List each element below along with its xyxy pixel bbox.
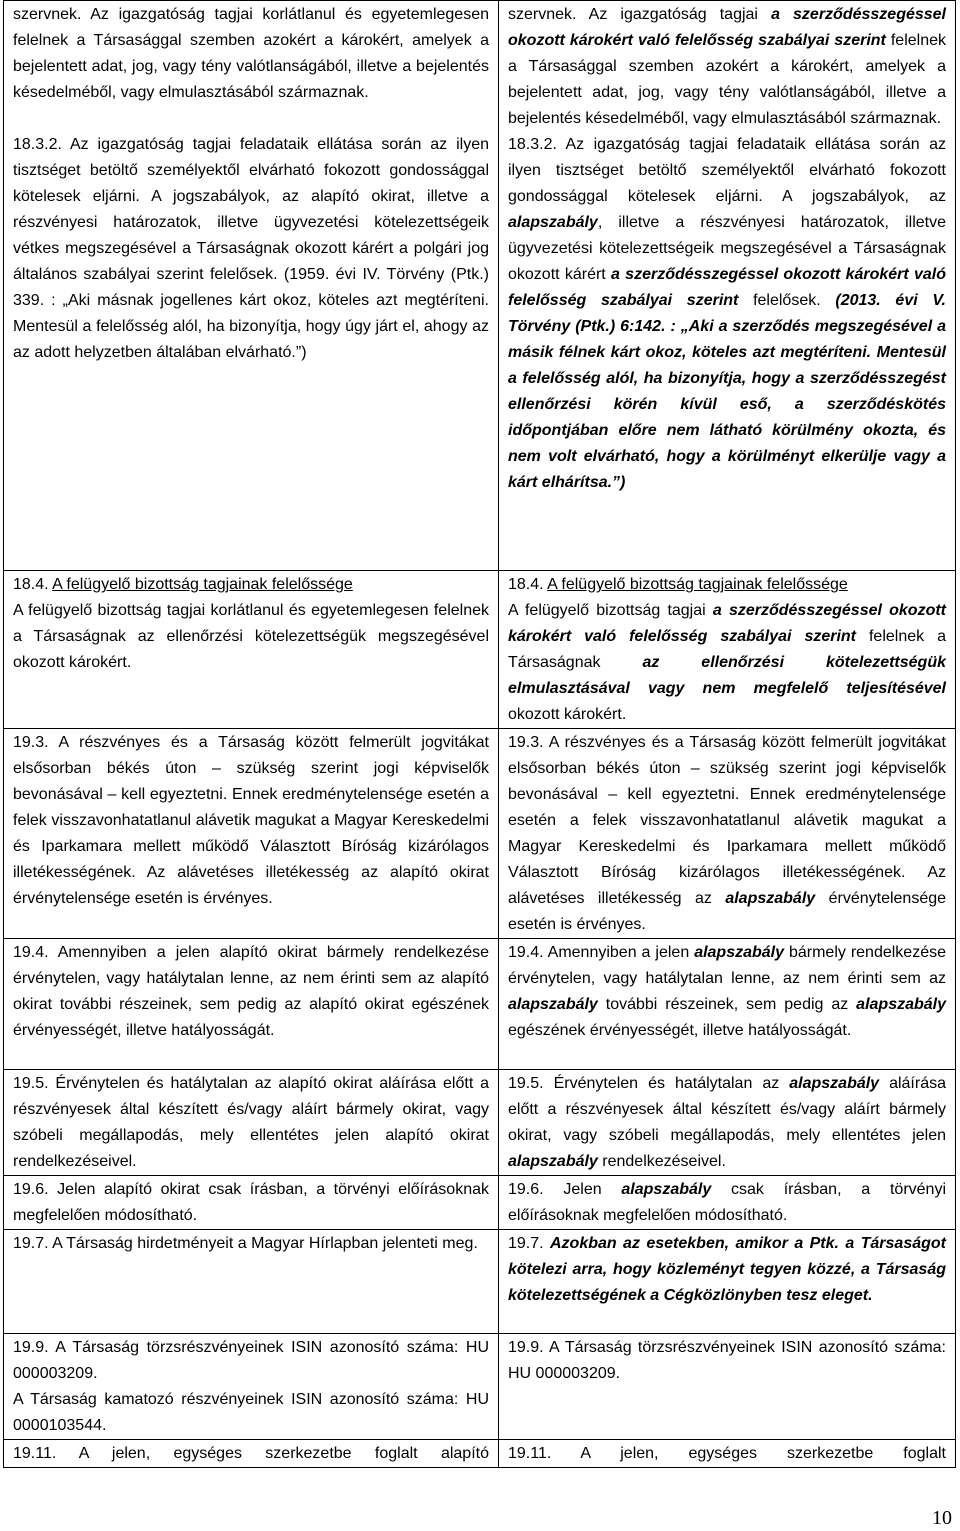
left-cell: [4, 1176, 499, 1230]
left-cell: [4, 571, 499, 729]
left-paragraph: szervnek. Az igazgatóság tagjai korlátlanul és egyetemlegesen felelnek a Társasággal szemben azokért a károkért, amelyek a bejelentett adat, jog, vagy tény valótlanságából, illetve a bejelentés késedelméből, vagy elmulasztásából származnak.: [13, 6, 489, 101]
section-heading: 18.4. A felügyelő bizottság tagjainak felelőssége: [508, 576, 848, 593]
right-cell: [499, 1230, 956, 1334]
table-row: [4, 729, 956, 939]
left-cell: [4, 729, 499, 939]
right-paragraph: 19.3. A részvényes és a Társaság között felmerült jogvitákat elsősorban békés úton – szükség szerint jogi képviselők bevonásával – kell egyeztetni. Ennek eredménytelensége esetén a felek visszavonhatatlanul alávetik magukat a Magyar Kereskedelmi és Iparkamara mellett működő Választott Bíróság kizárólagos illetékességének. Az alávetéses illetékesség az alapszabály érvénytelensége esetén is érvényes.: [508, 734, 947, 933]
left-paragraph: 19.9. A Társaság törzsrészvényeinek ISIN azonosító száma: HU 000003209.: [13, 1339, 489, 1382]
right-cell: [499, 1440, 956, 1468]
table-row: [4, 571, 956, 729]
right-paragraph: 19.7. Azokban az esetekben, amikor a Ptk. a Társaságot kötelezi arra, hogy közleményt tegyen közzé, a Társaság kötelezettségének a Cégközlönyben tesz eleget.: [508, 1235, 947, 1304]
left-paragraph: 19.4. Amennyiben a jelen alapító okirat bármely rendelkezése érvénytelen, vagy hatálytalan lenne, az nem érinti sem az alapító okirat további részeinek, sem pedig az alapító okirat egészének érvényességét, illetve hatályosságát.: [13, 944, 489, 1039]
section-heading: 18.4. A felügyelő bizottság tagjainak felelőssége: [13, 576, 353, 593]
right-paragraph: A felügyelő bizottság tagjai a szerződésszegéssel okozott károkért való felelősség szabályai szerint felelnek a Társaságnak az ellenőrzési kötelezettségük elmulasztásával vagy nem megfelelő teljesítésével okozott károkért.: [508, 602, 947, 723]
left-paragraph: 19.6. Jelen alapító okirat csak írásban, a törvényi előírásoknak megfelelően módosítható.: [13, 1181, 489, 1224]
comparison-table: [3, 0, 956, 1468]
right-paragraph: szervnek. Az igazgatóság tagjai a szerződésszegéssel okozott károkért való felelősség szabályai szerint felelnek a Társasággal szemben azokért a károkért, amelyek a bejelentett adat, jog, vagy tény valótlanságából, illetve a bejelentés késedelméből, vagy elmulasztásából származnak.: [508, 6, 947, 127]
right-cell: [499, 1, 956, 571]
table-row: [4, 1334, 956, 1440]
right-cell: [499, 571, 956, 729]
table-row: [4, 1230, 956, 1334]
right-paragraph: 18.3.2. Az igazgatóság tagjai feladataik ellátása során az ilyen tisztséget betöltő személyektől elvárható fokozott gondossággal kötelesek eljárni. A jogszabályok, az alapszabály, illetve a részvényesi határozatok, illetve ügyvezetési kötelezettségeik megszegésével a Társaságnak okozott kárért a szerződésszegéssel okozott károkért való felelősség szabályai szerint felelősek. (2013. évi V. Törvény (Ptk.) 6:142. : „Aki a szerződés megszegésével a másik félnek kárt okoz, köteles azt megtéríteni. Mentesül a felelősség alól, ha bizonyítja, hogy a szerződésszegést ellenőrzési körén kívül eső, a szerződéskötés időpontjában előre nem látható körülmény okozta, és nem volt elvárható, hogy a körülményt elkerülje vagy a kárt elhárítsa.”): [508, 136, 947, 491]
left-paragraph: 19.3. A részvényes és a Társaság között felmerült jogvitákat elsősorban békés úton – szükség szerint jogi képviselők bevonásával – kell egyeztetni. Ennek eredménytelensége esetén a felek visszavonhatatlanul alávetik magukat a Magyar Kereskedelmi és Iparkamara mellett működő Választott Bíróság kizárólagos illetékességének. Az alávetéses illetékesség az alapító okirat érvénytelensége esetén is érvényes.: [13, 734, 489, 907]
right-paragraph: 19.9. A Társaság törzsrészvényeinek ISIN azonosító száma: HU 000003209.: [508, 1339, 946, 1382]
right-paragraph: 19.4. Amennyiben a jelen alapszabály bármely rendelkezése érvénytelen, vagy hatálytalan lenne, az nem érinti sem az alapszabály további részeinek, sem pedig az alapszabály egészének érvényességét, illetve hatályosságát.: [508, 944, 947, 1039]
table-row: [4, 1, 956, 571]
left-cell: [4, 1, 499, 571]
table-row: [4, 1176, 956, 1230]
right-cell: [499, 939, 956, 1070]
left-cell: [4, 939, 499, 1070]
left-paragraph: 19.11. A jelen, egységes szerkezetbe foglalt alapító: [13, 1445, 489, 1462]
table-row: [4, 939, 956, 1070]
left-paragraph: 18.3.2. Az igazgatóság tagjai feladataik ellátása során az ilyen tisztséget betöltő személyektől elvárható fokozott gondossággal kötelesek eljárni. A jogszabályok, az alapító okirat, illetve a részvényesi határozatok, illetve ügyvezetési kötelezettségeik vétkes megszegésével a Társaságnak okozott kárért a polgári jog általános szabályai szerint felelősek. (1959. évi IV. Törvény (Ptk.) 339. : „Aki másnak jogellenes kárt okoz, köteles azt megtéríteni. Mentesül a felelősség alól, ha bizonyítja, hogy úgy járt el, ahogy az az adott helyzetben általában elvárható.”): [13, 136, 489, 361]
page-number: 10: [932, 1507, 952, 1529]
left-cell: [4, 1440, 499, 1468]
left-cell: [4, 1230, 499, 1334]
left-cell: [4, 1070, 499, 1176]
right-paragraph: 19.11. A jelen, egységes szerkezetbe foglalt: [508, 1445, 946, 1462]
left-paragraph: A Társaság kamatozó részvényeinek ISIN azonosító száma: HU 0000103544.: [13, 1391, 489, 1434]
right-cell: [499, 1334, 956, 1440]
left-paragraph: 19.5. Érvénytelen és hatálytalan az alapító okirat aláírása előtt a részvényesek által készített és/vagy aláírt bármely okirat, vagy szóbeli megállapodás, mely ellentétes jelen alapító okirat rendelkezéseivel.: [13, 1075, 489, 1170]
table-row: [4, 1070, 956, 1176]
right-paragraph: 19.6. Jelen alapszabály csak írásban, a törvényi előírásoknak megfelelően módosítható.: [508, 1181, 946, 1224]
right-cell: [499, 1176, 956, 1230]
table-row: [4, 1440, 956, 1468]
right-paragraph: 19.5. Érvénytelen és hatálytalan az alapszabály aláírása előtt a részvényesek által készített és/vagy aláírt bármely okirat, vagy szóbeli megállapodás, mely ellentétes jelen alapszabály rendelkezéseivel.: [508, 1075, 946, 1170]
left-cell: [4, 1334, 499, 1440]
right-cell: [499, 729, 956, 939]
left-paragraph: 19.7. A Társaság hirdetményeit a Magyar Hírlapban jelenteti meg.: [13, 1235, 478, 1252]
right-cell: [499, 1070, 956, 1176]
left-paragraph: A felügyelő bizottság tagjai korlátlanul és egyetemlegesen felelnek a Társaságnak az ellenőrzési kötelezettségük megszegésével okozott károkért.: [13, 602, 489, 671]
